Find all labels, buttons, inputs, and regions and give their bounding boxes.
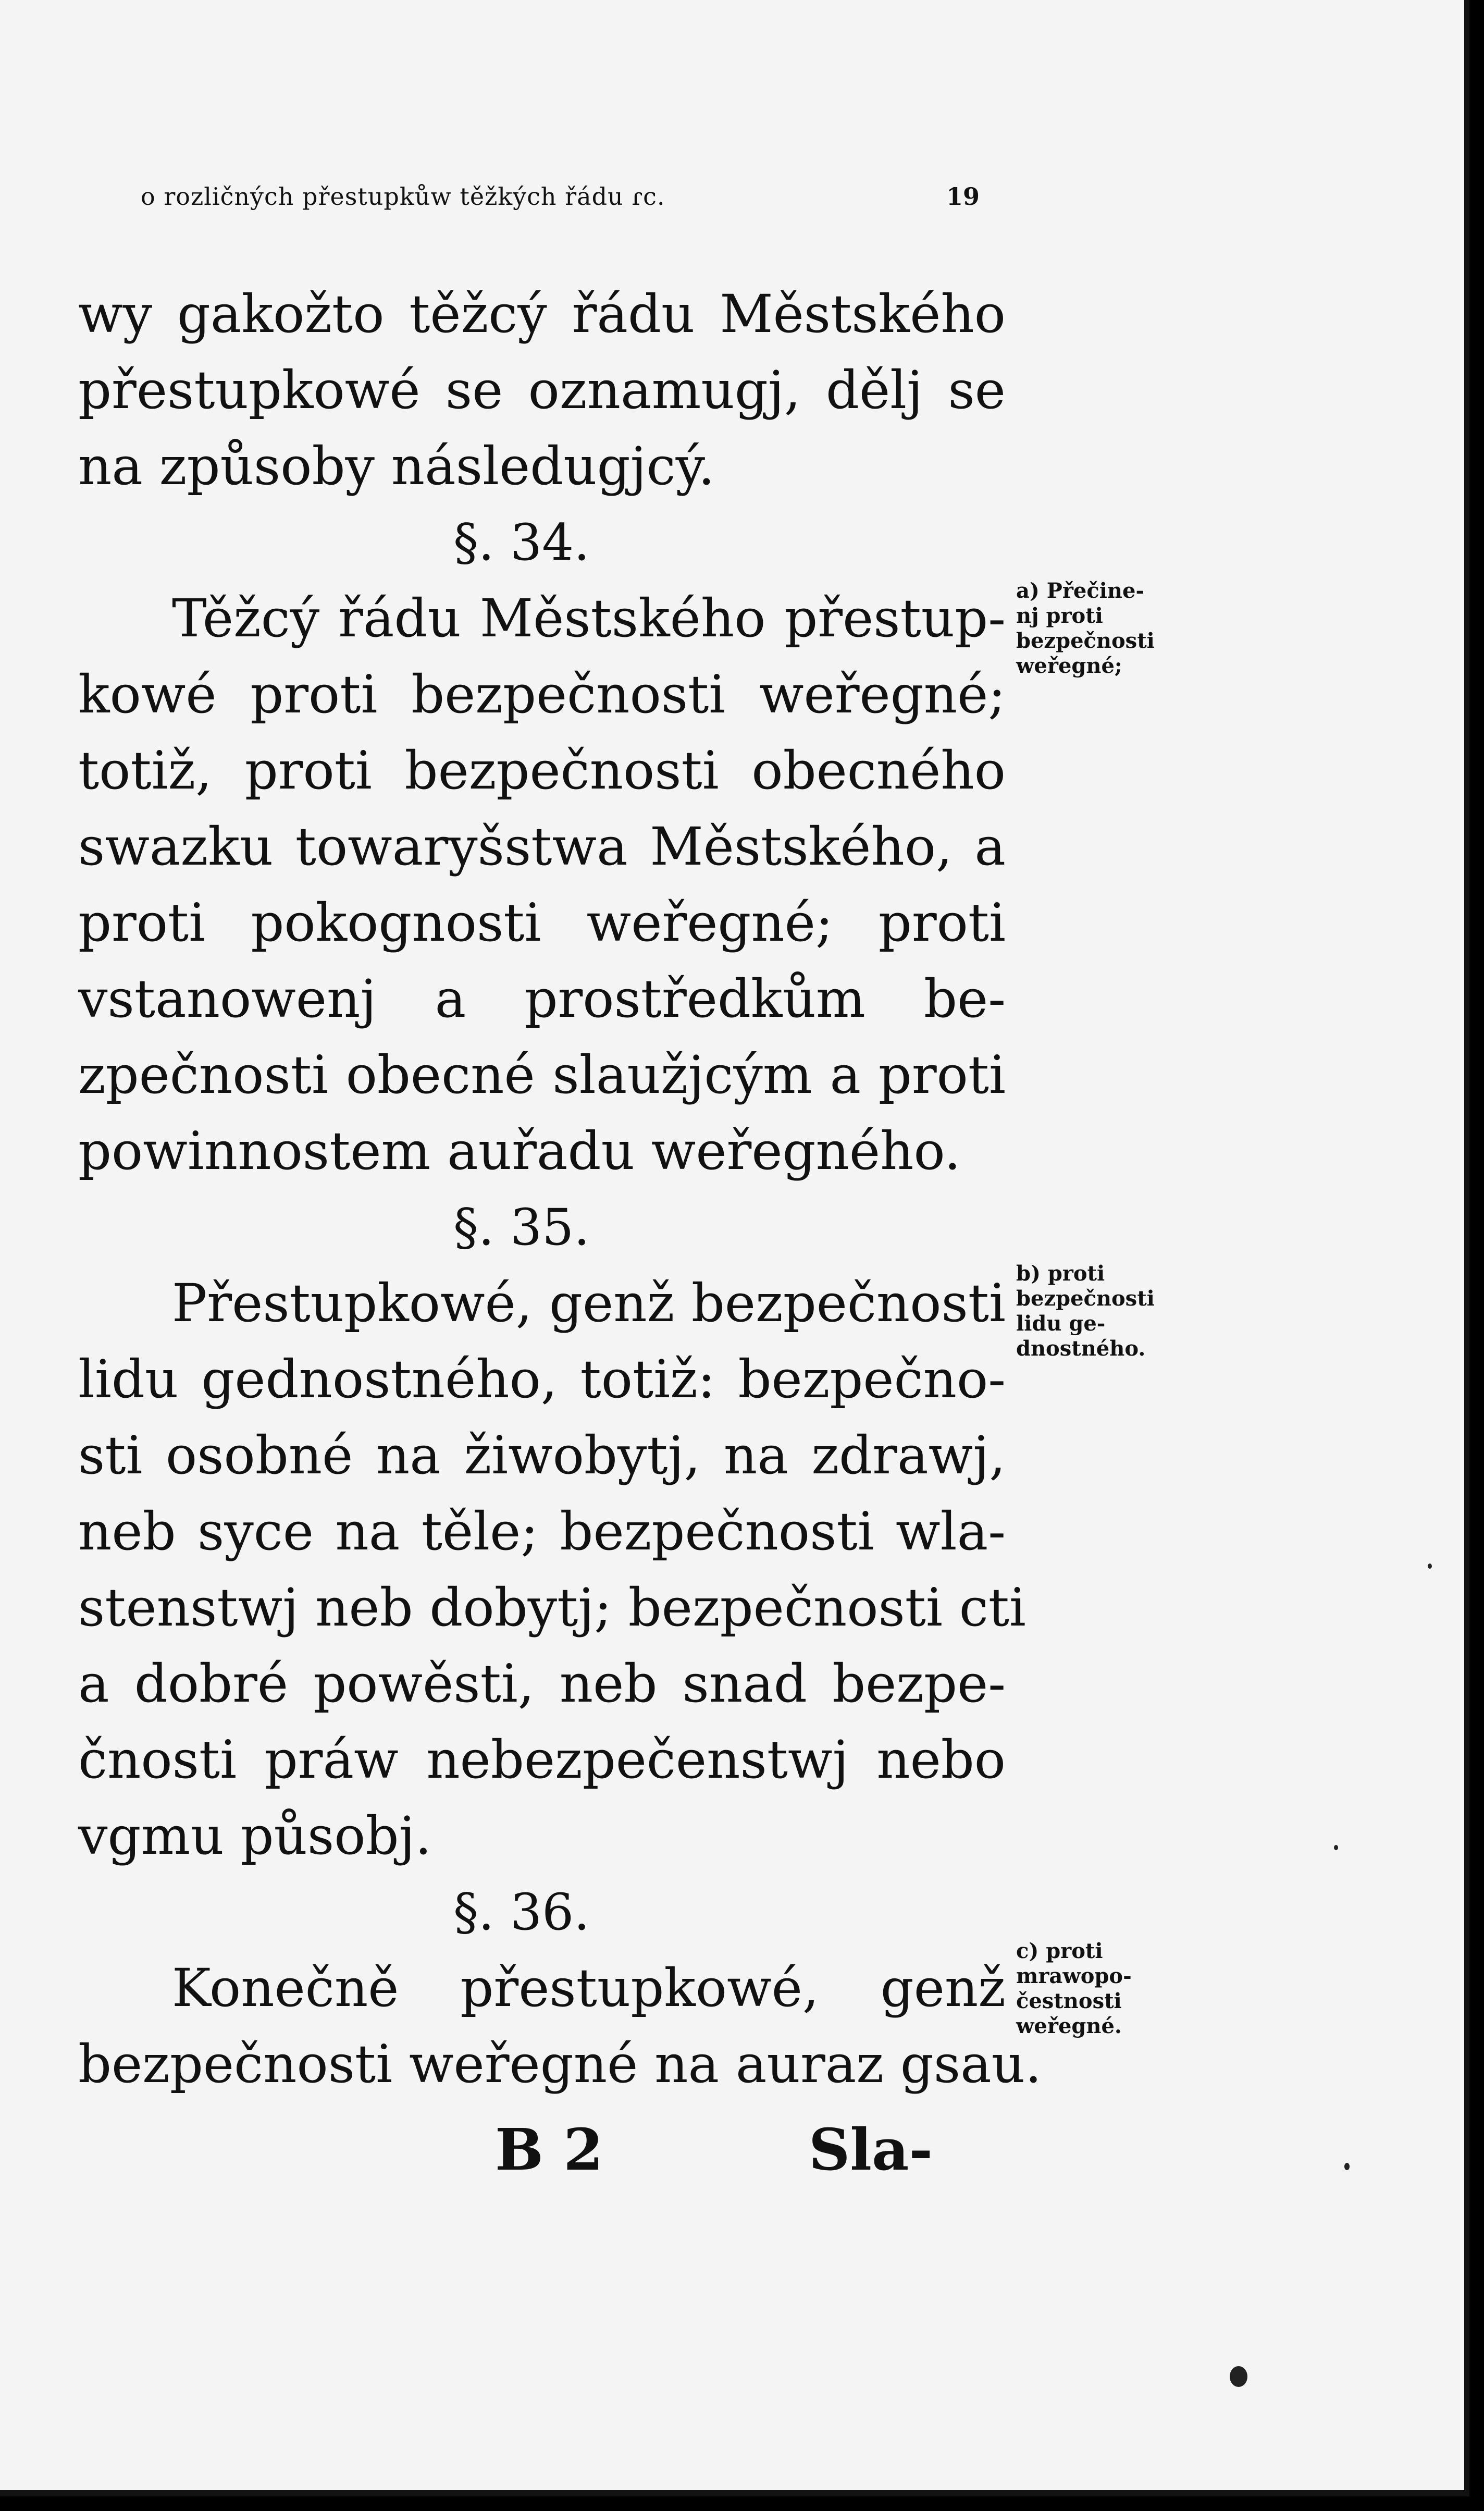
text-line: Konečně přestupkowé, genž	[172, 1958, 1006, 2018]
margin-note-line: c) proti	[1016, 1939, 1103, 1963]
body-text	[78, 276, 1042, 2102]
ink-speck	[1428, 1564, 1432, 1569]
margin-note-line: čestnosti	[1016, 1989, 1122, 2013]
text-line: swazku towaryšstwa Městského, a	[78, 816, 1006, 877]
margin-note-line: weřegné.	[1016, 2014, 1122, 2038]
margin-note-line: dnostného.	[1016, 1336, 1146, 1361]
margin-note-line: bezpečnosti	[1016, 1286, 1155, 1311]
ink-speck	[1230, 2366, 1247, 2387]
margin-note-line: weřegné;	[1016, 654, 1122, 678]
text-line: proti pokognosti weřegné; proti	[78, 892, 1006, 953]
text-line: čnosti práw nebezpečenstwj nebo	[78, 1729, 1006, 1790]
margin-note-line: mrawopo-	[1016, 1964, 1132, 1988]
margin-note-b	[1016, 1261, 1225, 1361]
margin-note-line: a) Přečine-	[1016, 578, 1145, 603]
text-line: zpečnosti obecné slaužjcým a proti	[78, 1044, 1006, 1105]
text-line: stenstwj neb dobytj; bezpečnosti cti	[78, 1577, 1026, 1638]
margin-note-line: lidu ge-	[1016, 1311, 1106, 1336]
running-head-title: o rozličných přestupkůw těžkých řádu ɾc.	[141, 182, 665, 211]
text-line: wy gakožto těžcý řádu Městského	[78, 284, 1006, 344]
text-line: vstanowenj a prostředkům be-	[78, 968, 1006, 1029]
text-line: powinnostem auřadu weřegného.	[78, 1121, 961, 1181]
text-line: lidu gednostného, totiž: bezpečno-	[78, 1349, 1006, 1410]
margin-note-c	[1016, 1939, 1225, 2039]
section-heading-35: §. 35.	[453, 1198, 590, 1257]
text-line: vgmu působj.	[78, 1805, 432, 1866]
text-line: neb syce na těle; bezpečnosti wla-	[78, 1501, 1006, 1562]
catchword: Sla-	[808, 2116, 933, 2183]
margin-note-line: nj proti	[1016, 604, 1103, 628]
text-line: totiž, proti bezpečnosti obecného	[78, 740, 1006, 801]
margin-note-a	[1016, 578, 1225, 679]
text-line: a dobré powěsti, neb snad bezpe-	[78, 1653, 1006, 1714]
text-line: Přestupkowé, genž bezpečnosti	[172, 1273, 1006, 1334]
margin-note-line: bezpečnosti	[1016, 629, 1155, 653]
text-line: Těžcý řádu Městského přestup-	[172, 588, 1006, 649]
running-head	[141, 182, 980, 224]
ink-speck	[1334, 1845, 1338, 1850]
page-number: 19	[946, 182, 980, 211]
text-line: kowé proti bezpečnosti weřegné;	[78, 664, 1006, 725]
ink-speck	[1344, 2163, 1350, 2170]
catchline	[495, 2116, 964, 2189]
section-heading-36: §. 36.	[453, 1883, 590, 1941]
text-line: bezpečnosti weřegné na auraz gsau.	[78, 2034, 1042, 2095]
text-line: přestupkowé se oznamugj, dělj se	[78, 360, 1006, 421]
text-line: sti osobné na žiwobytj, na zdrawj,	[78, 1425, 1006, 1486]
margin-note-line: b) proti	[1016, 1261, 1105, 1286]
section-heading-34: §. 34.	[453, 513, 590, 572]
text-line: na způsoby následugjcý.	[78, 436, 715, 497]
signature-mark: B 2	[495, 2116, 603, 2183]
